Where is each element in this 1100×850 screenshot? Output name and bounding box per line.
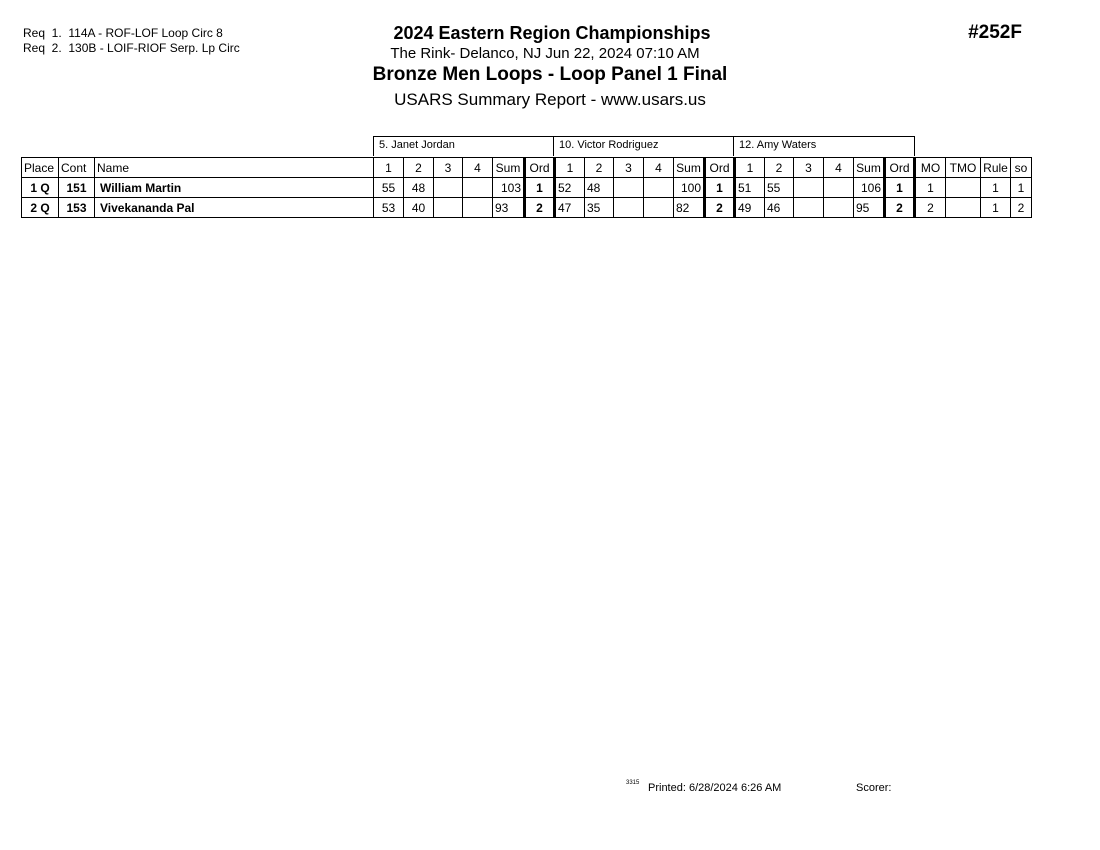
- col-so: so: [1011, 158, 1032, 178]
- col-place: Place: [22, 158, 59, 178]
- judge-3-name: 12. Amy Waters: [734, 136, 915, 156]
- cont-cell: 153: [59, 198, 95, 218]
- rule-cell: 1: [981, 178, 1011, 198]
- ord-cell: 1: [525, 178, 555, 198]
- judge-header-row: [373, 136, 915, 156]
- table-header-row: [22, 158, 1032, 178]
- score-cell: 40: [404, 198, 434, 218]
- results-table: [21, 157, 1032, 218]
- score-cell: [794, 178, 824, 198]
- ord-cell: 2: [705, 198, 735, 218]
- ord-cell: 2: [885, 198, 915, 218]
- score-cell: [463, 178, 493, 198]
- col-j2-s2: 2: [585, 158, 614, 178]
- score-cell: [614, 198, 644, 218]
- print-code: 3315: [626, 780, 640, 786]
- col-j2-sum: Sum: [674, 158, 705, 178]
- so-cell: 2: [1011, 198, 1032, 218]
- col-j1-s2: 2: [404, 158, 434, 178]
- tmo-cell: [946, 198, 981, 218]
- sum-cell: 106: [854, 178, 885, 198]
- col-j3-s3: 3: [794, 158, 824, 178]
- scorer-label: Scorer:: [856, 782, 892, 794]
- judge-1-name: 5. Janet Jordan: [373, 136, 554, 156]
- score-cell: 35: [585, 198, 614, 218]
- col-j1-sum: Sum: [493, 158, 525, 178]
- score-cell: [434, 198, 463, 218]
- col-j3-s2: 2: [765, 158, 794, 178]
- ord-cell: 2: [525, 198, 555, 218]
- col-j3-s1: 1: [735, 158, 765, 178]
- score-cell: 53: [374, 198, 404, 218]
- col-tmo: TMO: [946, 158, 981, 178]
- mo-cell: 2: [915, 198, 946, 218]
- tmo-cell: [946, 178, 981, 198]
- score-cell: 47: [555, 198, 585, 218]
- score-cell: [644, 198, 674, 218]
- score-cell: [824, 198, 854, 218]
- score-cell: 51: [735, 178, 765, 198]
- sum-cell: 95: [854, 198, 885, 218]
- requirement-2: Req 2. 130B - LOIF-RIOF Serp. Lp Circ: [23, 41, 240, 55]
- event-number: #252F: [968, 22, 1022, 43]
- sum-cell: 100: [674, 178, 705, 198]
- table-row: [22, 178, 1032, 198]
- col-j1-s3: 3: [434, 158, 463, 178]
- score-cell: 52: [555, 178, 585, 198]
- col-j3-s4: 4: [824, 158, 854, 178]
- col-j2-s3: 3: [614, 158, 644, 178]
- score-cell: [434, 178, 463, 198]
- mo-cell: 1: [915, 178, 946, 198]
- rule-cell: 1: [981, 198, 1011, 218]
- event-title: Bronze Men Loops - Loop Panel 1 Final: [372, 64, 728, 85]
- judge-2-name: 10. Victor Rodriguez: [554, 136, 734, 156]
- report-title: USARS Summary Report - www.usars.us: [394, 90, 706, 109]
- col-j1-ord: Ord: [525, 158, 555, 178]
- score-cell: 48: [404, 178, 434, 198]
- place-cell: 2 Q: [22, 198, 59, 218]
- skater-name: William Martin: [95, 178, 374, 198]
- col-j3-ord: Ord: [885, 158, 915, 178]
- competition-title: 2024 Eastern Region Championships: [393, 23, 711, 43]
- score-cell: 49: [735, 198, 765, 218]
- score-cell: 55: [374, 178, 404, 198]
- score-cell: [794, 198, 824, 218]
- score-cell: [463, 198, 493, 218]
- col-j3-sum: Sum: [854, 158, 885, 178]
- col-j1-s4: 4: [463, 158, 493, 178]
- col-name: Name: [95, 158, 374, 178]
- col-j1-s1: 1: [374, 158, 404, 178]
- col-j2-s1: 1: [555, 158, 585, 178]
- venue-datetime: The Rink- Delanco, NJ Jun 22, 2024 07:10 AM: [390, 45, 700, 62]
- score-cell: 55: [765, 178, 794, 198]
- col-cont: Cont: [59, 158, 95, 178]
- ord-cell: 1: [885, 178, 915, 198]
- score-cell: [614, 178, 644, 198]
- printed-timestamp: Printed: 6/28/2024 6:26 AM: [648, 782, 782, 794]
- requirement-1: Req 1. 114A - ROF-LOF Loop Circ 8: [23, 26, 223, 40]
- score-cell: 46: [765, 198, 794, 218]
- skater-name: Vivekananda Pal: [95, 198, 374, 218]
- cont-cell: 151: [59, 178, 95, 198]
- sum-cell: 103: [493, 178, 525, 198]
- ord-cell: 1: [705, 178, 735, 198]
- col-mo: MO: [915, 158, 946, 178]
- place-cell: 1 Q: [22, 178, 59, 198]
- score-cell: 48: [585, 178, 614, 198]
- table-row: [22, 198, 1032, 218]
- col-j2-ord: Ord: [705, 158, 735, 178]
- sum-cell: 93: [493, 198, 525, 218]
- so-cell: 1: [1011, 178, 1032, 198]
- score-cell: [644, 178, 674, 198]
- sum-cell: 82: [674, 198, 705, 218]
- col-j2-s4: 4: [644, 158, 674, 178]
- col-rule: Rule: [981, 158, 1011, 178]
- score-cell: [824, 178, 854, 198]
